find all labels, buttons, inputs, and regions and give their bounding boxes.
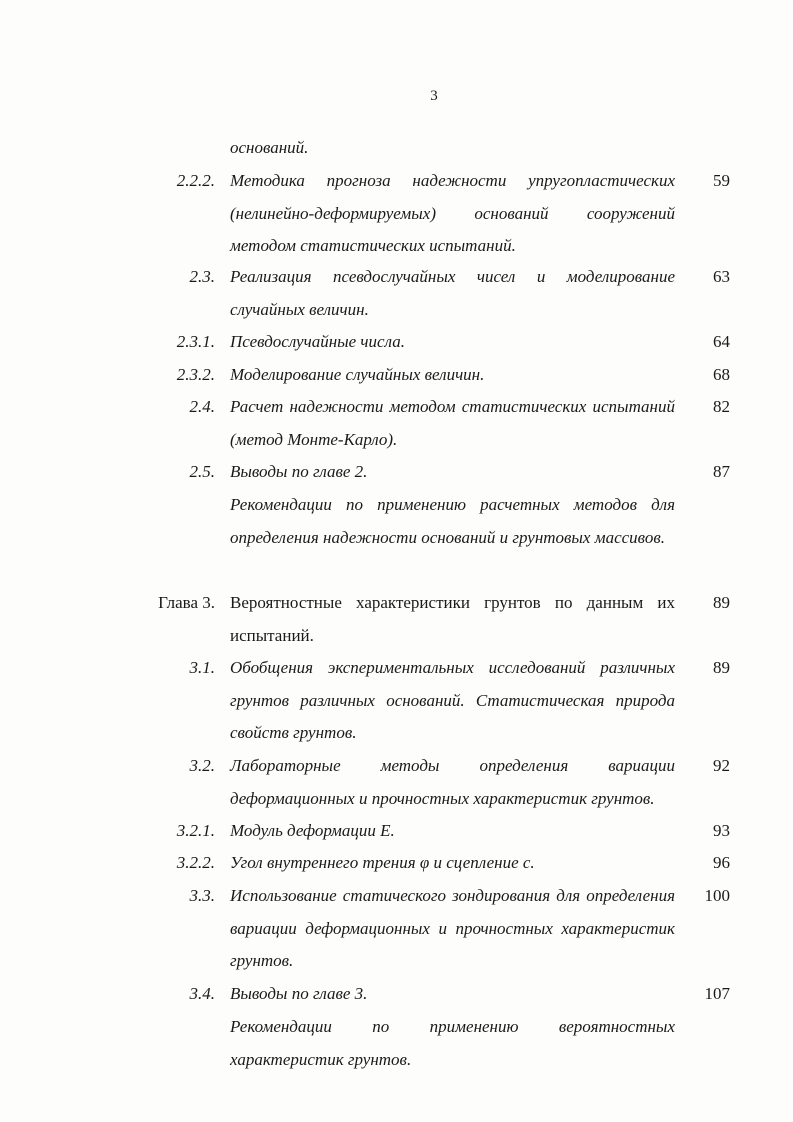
toc-entry-page: 87	[713, 462, 730, 481]
toc-entry-number: 2.3.2.	[176, 365, 215, 384]
toc-entry-text: Псевдослучайные числа.	[230, 332, 405, 351]
toc-entry-page: 107	[704, 984, 730, 1003]
toc-entry-text: Вероятностные характеристики грунтов по данным их испытаний.	[230, 593, 675, 645]
toc-entry-text: оснований.	[230, 138, 309, 157]
toc-entry-number: 2.4.	[189, 397, 215, 416]
toc-entry-number: 2.3.	[189, 267, 215, 286]
toc-entry-text: Лабораторные методы определения вариации деформационных и прочностных характеристик грунтов.	[230, 756, 675, 808]
toc-entry-page: 82	[713, 397, 730, 416]
toc-entry-number: 3.4.	[189, 984, 215, 1003]
toc-entry-page: 63	[713, 267, 730, 286]
toc-entry-number: 2.3.1.	[176, 332, 215, 351]
toc-entry-page: 64	[713, 332, 730, 351]
toc-entry-page: 92	[713, 756, 730, 775]
toc-entry-number: 3.2.	[189, 756, 215, 775]
toc-entry-number: 3.2.2.	[176, 853, 215, 872]
toc-entry-number: 3.3.	[189, 886, 215, 905]
toc-entry-number: 2.2.2.	[176, 171, 215, 190]
toc-entry-text: Расчет надежности методом статистических испытаний (метод Монте-Карло).	[230, 397, 675, 449]
toc-entry-text: Использование статического зондирования для определения вариации деформационных и прочностных характеристик грунтов.	[230, 886, 675, 970]
toc-entry-page: 96	[713, 853, 730, 872]
toc-entry-text: Выводы по главе 3.	[230, 984, 368, 1003]
toc-entry-page: 59	[713, 171, 730, 190]
toc-entry-page: 93	[713, 821, 730, 840]
toc-entry-text: Методика прогноза надежности упругопластических (нелинейно-деформируемых) оснований сооружений методом статистических испытаний.	[230, 171, 675, 255]
toc-entry-number: 2.5.	[189, 462, 215, 481]
toc-entry-page: 89	[713, 593, 730, 612]
toc-entry-text: Рекомендации по применению вероятностных характеристик грунтов.	[230, 1017, 675, 1069]
toc-entry-number: 3.1.	[189, 658, 215, 677]
toc-entry-number: 3.2.1.	[176, 821, 215, 840]
toc-entry-page: 68	[713, 365, 730, 384]
toc-entry-text: Угол внутреннего трения φ и сцепление с.	[230, 853, 535, 872]
toc-entry-number: Глава 3.	[158, 593, 215, 612]
toc-entry-text: Модуль деформации Е.	[230, 821, 395, 840]
toc-entry-page: 89	[713, 658, 730, 677]
toc-entry-text: Обобщения экспериментальных исследований различных грунтов различных оснований. Статистическая природа свойств грунтов.	[230, 658, 675, 742]
toc-entry-page: 100	[704, 886, 730, 905]
toc-entry-text: Моделирование случайных величин.	[230, 365, 485, 384]
toc-entry-text: Реализация псевдослучайных чисел и моделирование случайных величин.	[230, 267, 675, 319]
toc-entry-text: Рекомендации по применению расчетных методов для определения надежности оснований и грунтовых массивов.	[230, 495, 675, 547]
toc-entry-text: Выводы по главе 2.	[230, 462, 368, 481]
page-number: 3	[430, 88, 438, 104]
